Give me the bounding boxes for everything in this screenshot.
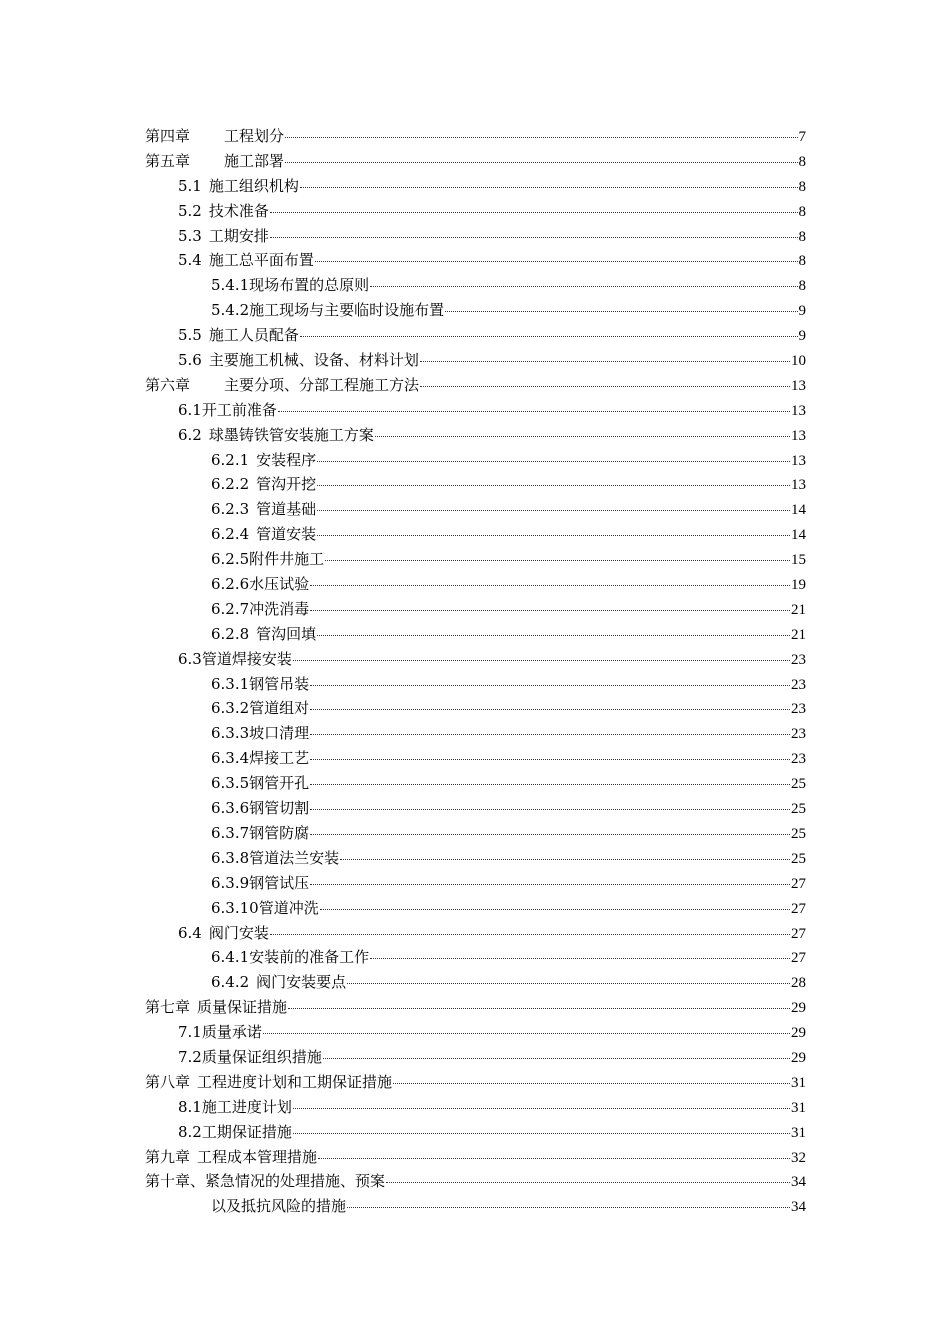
toc-entry[interactable]: [145, 149, 806, 174]
toc-entry-page: 23: [791, 676, 806, 693]
toc-entry-title: 钢管开孔: [249, 774, 310, 793]
toc-entry-number: 6.3.8: [211, 848, 250, 867]
toc-entry-page: 27: [791, 925, 806, 942]
toc-entry-label: [211, 622, 316, 647]
toc-entry-page: 13: [791, 452, 806, 469]
toc-entry-page: 31: [791, 1099, 806, 1116]
toc-entry-title: 紧急情况的处理措施、预案: [205, 1172, 386, 1191]
dot-leader: [270, 212, 798, 213]
toc-entry-label: [145, 1169, 385, 1194]
toc-entry-title: 安装程序: [256, 450, 317, 469]
toc-entry-title: 管沟开挖: [256, 475, 317, 494]
toc-entry-title: 开工前准备: [201, 400, 277, 419]
toc-entry-page: 27: [791, 950, 806, 967]
toc-entry-page: 9: [798, 303, 806, 320]
dot-leader: [386, 1182, 790, 1183]
toc-entry-number: 7.1: [178, 1023, 202, 1042]
toc-entry-page: 13: [791, 402, 806, 419]
dot-leader: [310, 685, 790, 686]
toc-entry-label: [211, 597, 309, 622]
toc-entry[interactable]: [145, 224, 806, 249]
toc-entry-page: 8: [798, 278, 806, 295]
toc-entry-number: 5.6: [178, 351, 202, 370]
dot-leader: [310, 809, 790, 810]
toc-entry[interactable]: [145, 1095, 806, 1120]
toc-entry-title: 质量保证措施: [197, 998, 288, 1017]
toc-entry-number: 6.2.3: [211, 500, 250, 519]
toc-entry[interactable]: [145, 199, 806, 224]
dot-leader: [325, 560, 790, 561]
toc-entry[interactable]: [145, 647, 806, 672]
toc-entry-page: 31: [791, 1074, 806, 1091]
dot-leader: [317, 535, 790, 536]
dot-leader: [300, 336, 798, 337]
toc-entry-page: 25: [791, 801, 806, 818]
toc-entry-title: 质量保证组织措施: [201, 1047, 322, 1066]
toc-entry-page: 23: [791, 651, 806, 668]
toc-entry-title: 球墨铸铁管安装施工方案: [208, 425, 374, 444]
toc-entry[interactable]: [145, 572, 806, 597]
toc-entry-title: 主要施工机械、设备、材料计划: [208, 351, 419, 370]
toc-entry-number: 5.4.2: [211, 301, 250, 320]
toc-entry-number: 6.3.10: [211, 898, 259, 917]
toc-entry-title: 管道安装: [256, 525, 317, 544]
toc-entry-page: 25: [791, 850, 806, 867]
dot-leader: [315, 261, 798, 262]
toc-entry-label: [211, 448, 316, 473]
toc-entry[interactable]: [145, 721, 806, 746]
dot-leader: [310, 884, 790, 885]
toc-entry-title: 管道基础: [256, 500, 317, 519]
toc-entry-title: 阀门安装: [208, 923, 269, 942]
toc-entry-label: [211, 497, 316, 522]
toc-entry-number: 6.3.6: [211, 799, 250, 818]
toc-entry-label: [145, 1070, 392, 1095]
toc-entry[interactable]: [145, 1045, 806, 1070]
toc-entry-title: 技术准备: [208, 201, 269, 220]
toc-entry-title: 施工部署: [224, 151, 285, 170]
toc-entry-number: 6.3.3: [211, 724, 250, 743]
toc-entry-label: [211, 298, 444, 323]
toc-entry-number: 第九章: [145, 1147, 191, 1166]
toc-entry[interactable]: [145, 497, 806, 522]
toc-entry-label: [211, 721, 309, 746]
toc-entry-label: [211, 821, 309, 846]
dot-leader: [320, 909, 790, 910]
toc-entry-number: 6.2.6: [211, 575, 250, 594]
toc-entry-label: [211, 273, 369, 298]
dot-leader: [310, 709, 790, 710]
toc-entry-number: 6.2.5: [211, 550, 250, 569]
dot-leader: [310, 734, 790, 735]
toc-entry-number: 6.2.4: [211, 525, 250, 544]
toc-entry-title: 钢管吊装: [249, 674, 310, 693]
toc-entry-title: 施工人员配备: [208, 326, 299, 345]
toc-entry-page: 32: [791, 1149, 806, 1166]
toc-entry-number: 6.2.7: [211, 599, 250, 618]
toc-entry[interactable]: [145, 1070, 806, 1095]
toc-entry-title: 质量承诺: [201, 1023, 262, 1042]
dot-leader: [263, 1033, 790, 1034]
toc-entry[interactable]: [145, 622, 806, 647]
toc-entry-page: 29: [791, 1000, 806, 1017]
dot-leader: [310, 784, 790, 785]
dot-leader: [370, 958, 790, 959]
toc-entry-number: 5.4.1: [211, 276, 250, 295]
toc-entry-title: 工期保证措施: [201, 1122, 292, 1141]
toc-entry-label: [178, 174, 299, 199]
table-of-contents: [145, 124, 806, 1219]
toc-entry-number: 6.3.5: [211, 774, 250, 793]
toc-entry[interactable]: [145, 174, 806, 199]
toc-entry[interactable]: [145, 970, 806, 995]
toc-entry-number: 6.4.1: [211, 948, 250, 967]
toc-entry-label: [211, 1194, 346, 1219]
toc-entry-page: 7: [798, 129, 806, 145]
toc-entry-label: [211, 746, 309, 771]
toc-entry[interactable]: [145, 1020, 806, 1045]
toc-entry-page: 29: [791, 1025, 806, 1042]
toc-entry-label: [178, 1095, 292, 1120]
toc-entry-label: [178, 224, 269, 249]
dot-leader: [293, 1133, 790, 1134]
toc-entry-page: 8: [798, 228, 806, 245]
toc-entry-label: [211, 672, 309, 697]
toc-entry-page: 25: [791, 776, 806, 793]
toc-entry[interactable]: [145, 771, 806, 796]
toc-entry-page: 13: [791, 477, 806, 494]
dot-leader: [445, 311, 797, 312]
toc-entry-title: 施工进度计划: [201, 1097, 292, 1116]
dot-leader: [317, 461, 790, 462]
toc-entry-page: 27: [791, 900, 806, 917]
toc-entry[interactable]: [145, 423, 806, 448]
toc-entry-label: [211, 522, 316, 547]
toc-entry-page: 15: [791, 552, 806, 569]
toc-entry[interactable]: [145, 796, 806, 821]
toc-entry[interactable]: [145, 273, 806, 298]
toc-entry-title: 施工组织机构: [208, 176, 299, 195]
toc-entry[interactable]: [145, 448, 806, 473]
toc-entry[interactable]: [145, 522, 806, 547]
toc-entry-label: [211, 472, 316, 497]
toc-entry-label: [211, 945, 369, 970]
toc-entry-page: 21: [791, 601, 806, 618]
toc-entry[interactable]: [145, 373, 806, 398]
toc-entry-label: [211, 846, 339, 871]
toc-entry-title: 阀门安装要点: [256, 973, 347, 992]
toc-entry-page: 8: [798, 203, 806, 220]
toc-entry[interactable]: [145, 1145, 806, 1170]
toc-entry-label: [145, 373, 419, 398]
toc-entry-page: 10: [791, 353, 806, 370]
toc-entry[interactable]: [145, 323, 806, 348]
toc-entry[interactable]: [145, 124, 806, 149]
dot-leader: [375, 436, 790, 437]
toc-entry-title: 附件井施工: [249, 550, 325, 569]
toc-entry[interactable]: [145, 547, 806, 572]
toc-entry[interactable]: [145, 1120, 806, 1145]
toc-entry[interactable]: [145, 597, 806, 622]
toc-entry-page: 14: [791, 502, 806, 519]
toc-entry-title: 管道组对: [249, 699, 310, 718]
toc-entry-page: 13: [791, 377, 806, 394]
toc-entry-number: 5.4: [178, 251, 202, 270]
toc-entry-page: 34: [791, 1199, 806, 1216]
toc-entry-title: 现场布置的总原则: [249, 276, 370, 295]
toc-entry-title: 水压试验: [249, 575, 310, 594]
toc-entry-label: [178, 1020, 262, 1045]
dot-leader: [340, 859, 790, 860]
toc-entry-title: 冲洗消毒: [249, 599, 310, 618]
toc-entry[interactable]: [145, 896, 806, 921]
toc-entry-label: [178, 248, 314, 273]
dot-leader: [420, 361, 790, 362]
toc-entry-number: 6.2.2: [211, 475, 250, 494]
toc-entry-number: 6.2.1: [211, 450, 250, 469]
toc-entry-number: 8.1: [178, 1097, 202, 1116]
dot-leader: [278, 411, 790, 412]
toc-entry-number: 第七章: [145, 998, 191, 1017]
toc-entry-number: 6.2.8: [211, 624, 250, 643]
dot-leader: [293, 1108, 790, 1109]
dot-leader: [285, 137, 797, 138]
toc-entry-label: [178, 348, 419, 373]
toc-entry-page: 29: [791, 1049, 806, 1066]
toc-entry-number: 6.3.4: [211, 749, 250, 768]
dot-leader: [317, 485, 790, 486]
dot-leader: [323, 1058, 790, 1059]
toc-entry[interactable]: [145, 921, 806, 946]
toc-entry-number: 5.1: [178, 176, 202, 195]
toc-entry-page: 8: [798, 178, 806, 195]
toc-entry-label: [211, 796, 309, 821]
toc-entry[interactable]: [145, 248, 806, 273]
toc-entry-number: 5.3: [178, 226, 202, 245]
dot-leader: [285, 162, 797, 163]
toc-entry-title: 工程成本管理措施: [197, 1147, 318, 1166]
dot-leader: [317, 510, 790, 511]
toc-entry-title: 以及抵抗风险的措施: [211, 1197, 347, 1216]
dot-leader: [347, 1207, 790, 1208]
toc-entry-label: [211, 871, 309, 896]
dot-leader: [288, 1008, 790, 1009]
toc-entry-label: [178, 1045, 322, 1070]
dot-leader: [317, 635, 790, 636]
toc-entry-title: 管道冲洗: [258, 898, 319, 917]
toc-entry-page: 8: [798, 253, 806, 270]
toc-entry-label: [178, 921, 269, 946]
toc-entry-number: 第六章: [145, 375, 191, 394]
toc-entry[interactable]: [145, 846, 806, 871]
toc-entry-title: 钢管防腐: [249, 823, 310, 842]
toc-entry-title: 焊接工艺: [249, 749, 310, 768]
toc-entry[interactable]: [145, 672, 806, 697]
toc-entry-page: 23: [791, 751, 806, 768]
toc-entry-number: 6.3.7: [211, 823, 250, 842]
toc-entry-label: [145, 124, 284, 149]
toc-entry-title: 工期安排: [208, 226, 269, 245]
toc-entry-number: 6.4: [178, 923, 202, 942]
toc-entry-number: 8.2: [178, 1122, 202, 1141]
toc-entry-page: 25: [791, 825, 806, 842]
toc-entry[interactable]: [145, 348, 806, 373]
toc-entry-label: [145, 1145, 317, 1170]
toc-entry-page: 23: [791, 726, 806, 743]
toc-entry-number: 5.2: [178, 201, 202, 220]
toc-entry-label: [211, 896, 319, 921]
toc-entry-label: [178, 398, 277, 423]
dot-leader: [310, 585, 790, 586]
toc-entry-title: 坡口清理: [249, 724, 310, 743]
toc-entry-title: 钢管试压: [249, 873, 310, 892]
toc-entry[interactable]: [145, 945, 806, 970]
toc-entry-number: 第十章、: [145, 1172, 206, 1191]
toc-entry-number: 7.2: [178, 1047, 202, 1066]
toc-entry-label: [211, 696, 309, 721]
dot-leader: [310, 834, 790, 835]
toc-entry[interactable]: [145, 696, 806, 721]
toc-entry-page: 14: [791, 527, 806, 544]
toc-entry-label: [145, 149, 284, 174]
toc-entry[interactable]: [145, 1194, 806, 1219]
toc-entry[interactable]: [145, 472, 806, 497]
toc-entry-number: 6.2: [178, 425, 202, 444]
toc-entry-title: 管道法兰安装: [249, 848, 340, 867]
toc-entry[interactable]: [145, 995, 806, 1020]
toc-entry-number: 6.3.9: [211, 873, 250, 892]
toc-entry-title: 管沟回填: [256, 624, 317, 643]
dot-leader: [370, 286, 797, 287]
dot-leader: [310, 759, 790, 760]
toc-entry-number: 6.3.2: [211, 699, 250, 718]
toc-entry-page: 27: [791, 875, 806, 892]
toc-entry-number: 5.5: [178, 326, 202, 345]
dot-leader: [310, 610, 790, 611]
toc-entry-title: 施工总平面布置: [208, 251, 314, 270]
toc-entry-page: 13: [791, 427, 806, 444]
dot-leader: [347, 983, 790, 984]
toc-entry-title: 主要分项、分部工程施工方法: [224, 375, 420, 394]
toc-entry[interactable]: [145, 821, 806, 846]
toc-entry[interactable]: [145, 746, 806, 771]
dot-leader: [270, 934, 790, 935]
toc-entry[interactable]: [145, 398, 806, 423]
toc-entry-page: 19: [791, 577, 806, 594]
toc-entry[interactable]: [145, 871, 806, 896]
toc-entry-number: 6.1: [178, 400, 202, 419]
toc-entry-title: 工程划分: [224, 127, 285, 145]
toc-entry-page: 9: [798, 328, 806, 345]
toc-entry-number: 第四章: [145, 127, 191, 145]
dot-leader: [270, 237, 798, 238]
toc-entry-page: 34: [791, 1174, 806, 1191]
toc-entry-title: 安装前的准备工作: [249, 948, 370, 967]
toc-entry-page: 23: [791, 701, 806, 718]
toc-entry-number: 第五章: [145, 151, 191, 170]
toc-entry-label: [211, 970, 346, 995]
toc-entry-label: [178, 323, 299, 348]
toc-entry-page: 21: [791, 626, 806, 643]
toc-entry-page: 28: [791, 975, 806, 992]
toc-entry-label: [211, 771, 309, 796]
toc-entry[interactable]: [145, 298, 806, 323]
toc-entry-label: [178, 199, 269, 224]
toc-entry-label: [178, 1120, 292, 1145]
toc-entry-page: 8: [798, 153, 806, 170]
toc-entry-number: 6.4.2: [211, 973, 250, 992]
dot-leader: [420, 386, 790, 387]
toc-entry-label: [211, 547, 324, 572]
dot-leader: [393, 1083, 790, 1084]
toc-entry[interactable]: [145, 1169, 806, 1194]
toc-entry-title: 施工现场与主要临时设施布置: [249, 301, 445, 320]
dot-leader: [293, 660, 790, 661]
toc-entry-number: 第八章: [145, 1072, 191, 1091]
toc-entry-number: 6.3: [178, 649, 202, 668]
dot-leader: [318, 1158, 790, 1159]
toc-entry-label: [178, 423, 374, 448]
toc-entry-title: 钢管切割: [249, 799, 310, 818]
toc-entry-title: 工程进度计划和工期保证措施: [197, 1072, 393, 1091]
toc-entry-number: 6.3.1: [211, 674, 250, 693]
dot-leader: [300, 187, 798, 188]
toc-entry-page: 31: [791, 1124, 806, 1141]
toc-entry-label: [178, 647, 292, 672]
toc-entry-label: [145, 995, 287, 1020]
toc-entry-title: 管道焊接安装: [201, 649, 292, 668]
toc-entry-label: [211, 572, 309, 597]
